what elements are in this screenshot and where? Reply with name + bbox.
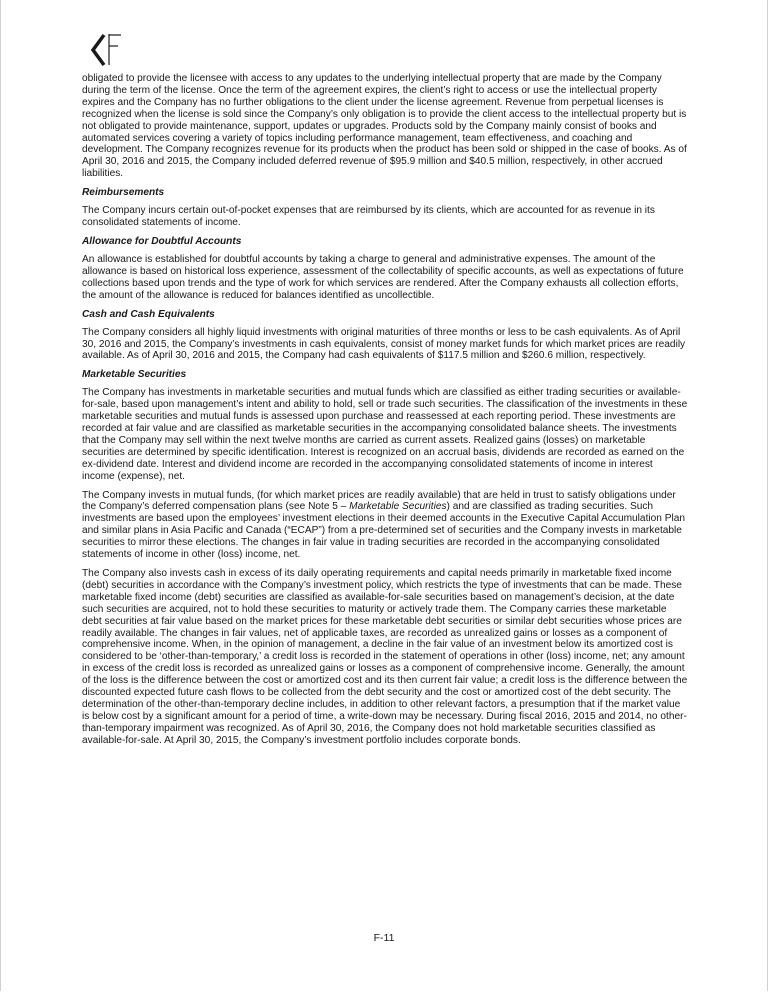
marketable-paragraph-3: The Company also invests cash in excess of its daily operating requirements and capital needs primarily in marketable fixed income (debt) securities in accordance with the Company’s investment policy, which restricts the type of investments that can be made. These marketable fixed income (debt) securities are classified as available-for-sale securities based on management’s decision, at the date such securities are acquired, not to hold these securities to maturity or actively trade them. The Company carries these marketable debt securities at fair value based on the market prices for these marketable debt securities or similar debt securities whose prices are readily available. The changes in fair values, net of applicable taxes, are recorded as unrealized gains or losses as a component of comprehensive income. When, in the opinion of management, a decline in the fair value of an investment below its amortized cost is considered to be ‘other-than-temporary,’ a credit loss is recorded in the statement of operations in other (loss) income, net; any amount in excess of the credit loss is recorded as unrealized gains or losses as a component of comprehensive income. Generally, the amount of the loss is the difference between the cost or amortized cost and its then current fair value; a credit loss is the difference between the discounted expected future cash flows to be collected from the debt security and the cost or amortized cost of the debt security. The determination of the other-than-temporary decline includes, in addition to other relevant factors, a presumption that if the market value is below cost by a significant amount for a period of time, a write-down may be necessary. During fiscal 2016, 2015 and 2014, no other-than-temporary impairment was recognized. As of April 30, 2016, the Company does not hold marketable securities classified as available-for-sale. At April 30, 2015, the Company’s investment portfolio includes corporate bonds. bbox=[82, 568, 688, 746]
cash-paragraph: The Company considers all highly liquid investments with original maturities of three months or less to be cash equivalents. As of April 30, 2016 and 2015, the Company’s investments in cash equivalents, consist of money market funds for which market prices are readily available. As of April 30, 2016 and 2015, the Company had cash equivalents of $117.5 million and $260.6 million, respectively. bbox=[82, 326, 686, 362]
reimbursements-heading: Reimbursements bbox=[82, 187, 165, 199]
marketable-p2-note-link: Marketable Securities bbox=[349, 501, 447, 513]
allowance-paragraph: An allowance is established for doubtful accounts by taking a charge to general and administrative expenses. The amount of the allowance is based on historical loss experience, assessment of the collectability of specific accounts, as well as expectations of future collections based upon trends and the type of work for which services are rendered. After the Company exhausts all collection efforts, the amount of the allowance is reduced for balances identified as uncollectible. bbox=[82, 253, 684, 301]
marketable-p2-after: ) and are classified as trading securities. Such investments are based upon the employees’ investment elections in their deemed accounts in the Executive Capital Accumulation Plan and similar plans in Asia Pacific and Canada (“ECAP”) from a pre-determined set of securities and the Company invests in marketable securities to mirror these elections. The changes in fair value in trading securities are recorded in the accompanying consolidated statements of income in other (loss) income, net. bbox=[82, 501, 685, 561]
marketable-paragraph-2 bbox=[82, 490, 688, 561]
marketable-p2-before: The Company invests in mutual funds, (for which market prices are readily available) that are held in trust to satisfy obligations under the Company’s deferred compensation plans (see Note 5 – bbox=[82, 489, 676, 513]
marketable-paragraph-1: The Company has investments in marketable securities and mutual funds which are classified as either trading securities or available-for-sale, based upon management’s intent and ability to hold, sell or trade such securities. The classification of the investments in these marketable securities and mutual funds is assessed upon purchase and reassessed at each reporting period. These investments are recorded at fair value and are classified as marketable securities in the accompanying consolidated balance sheets. The investments that the Company may sell within the next twelve months are carried as current assets. Realized gains (losses) on marketable securities are determined by specific identification. Interest is recognized on an accrual basis, dividends are recorded as earned on the ex-dividend date. Interest and dividend income are recorded in the accompanying consolidated statements of income in interest income (expense), net. bbox=[82, 387, 688, 482]
page-number: F-11 bbox=[373, 932, 395, 944]
reimbursements-paragraph: The Company incurs certain out-of-pocket expenses that are reimbursed by its clients, which are accounted for as revenue in its consolidated statements of income. bbox=[82, 205, 655, 229]
allowance-heading: Allowance for Doubtful Accounts bbox=[82, 235, 242, 247]
company-logo-icon bbox=[90, 32, 124, 66]
document-body bbox=[82, 73, 688, 754]
marketable-heading: Marketable Securities bbox=[82, 369, 187, 381]
cash-heading: Cash and Cash Equivalents bbox=[82, 308, 215, 320]
intro-paragraph: obligated to provide the licensee with access to any updates to the underlying intellectual property that are made by the Company during the term of the license. Once the term of the agreement expires, the client’s right to access or use the intellectual property expires and the Company has no further obligations to the client under the license agreement. Revenue from perpetual licenses is recognized when the license is sold since the Company’s only obligation is to provide the client access to the intellectual property but is not obligated to provide maintenance, support, updates or upgrades. Products sold by the Company mainly consist of books and automated services covering a variety of topics including performance management, team effectiveness, and coaching and development. The Company recognizes revenue for its products when the product has been sold or shipped in the case of books. As of April 30, 2016 and 2015, the Company included deferred revenue of $95.9 million and $40.5 million, respectively, in other accrued liabilities. bbox=[82, 73, 687, 180]
